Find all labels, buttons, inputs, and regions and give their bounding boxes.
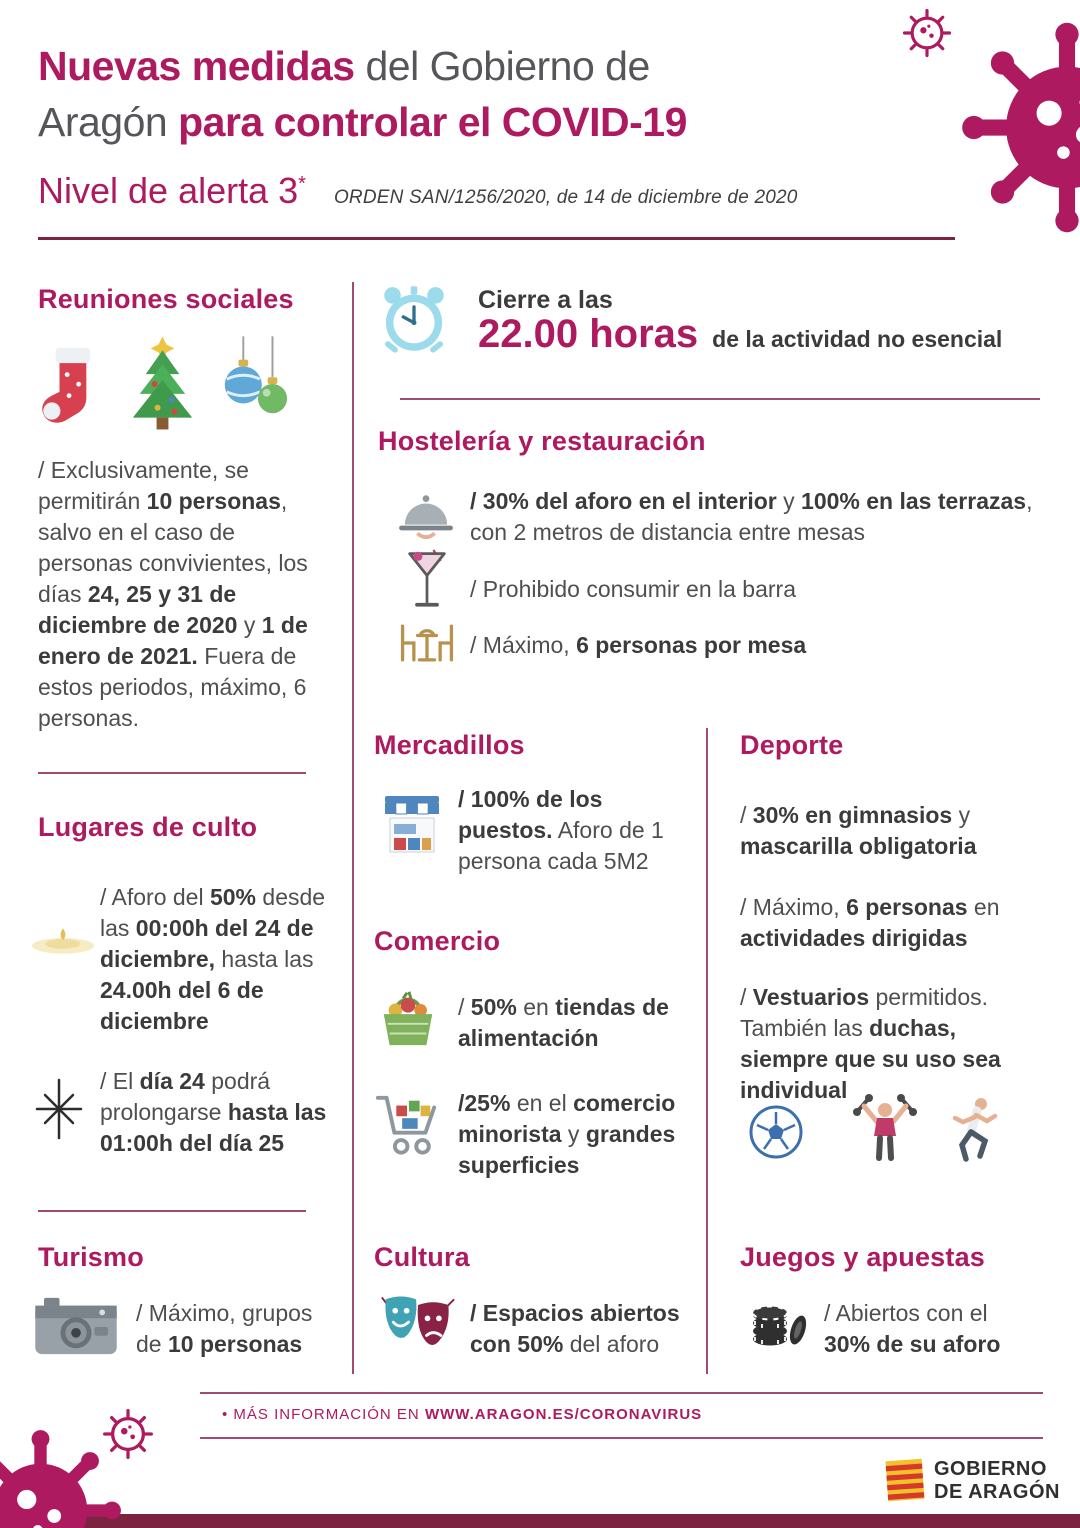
footer-info-text: • MÁS INFORMACIÓN EN WWW.ARAGON.ES/CORONAVIRUS <box>222 1406 703 1423</box>
reuniones-body-text: / Exclusivamente, se permitirán 10 personas, salvo en el caso de personas convivientes, los días 24, 25 y 31 de diciembre de 2020 y 1 de enero de 2021. Fuera de estos periodos, máximo, 6 personas. <box>38 457 308 731</box>
page-title-line1: Nuevas medidas del Gobierno de <box>38 43 650 89</box>
candle-icon <box>28 922 96 956</box>
shopping-cart-icon <box>374 1082 440 1166</box>
footer-rule-bottom <box>200 1437 1043 1439</box>
hosteleria-item-1: / 30% del aforo en el interior y 100% en las terrazas, con 2 metros de distancia entre mesas <box>470 488 1033 545</box>
section-title-mercadillos: Mercadillos <box>374 730 525 760</box>
virus-icon-large <box>952 20 1080 235</box>
section-title-juegos: Juegos y apuestas <box>740 1242 986 1272</box>
divider <box>38 772 306 774</box>
juegos-item-1: / Abiertos con el 30% de su aforo <box>824 1300 1001 1357</box>
cloche-icon <box>398 490 454 540</box>
comercio-item-1: / 50% en tiendas de alimentación <box>458 994 669 1051</box>
turismo-item-1: / Máximo, grupos de 10 personas <box>136 1300 313 1357</box>
deporte-item-1: / 30% en gimnasios y mascarilla obligatoria <box>740 802 977 859</box>
divider <box>400 398 1040 400</box>
alert-level-row <box>38 170 798 212</box>
culto-item-2: / El día 24 podrá prolongarse hasta las 01:00h del día 25 <box>100 1068 327 1156</box>
deporte-item-3: / Vestuarios permitidos. También las duchas, siempre que su uso sea individual <box>740 984 1001 1103</box>
mercadillos-item-1: / 100% de los puestos. Aforo de 1 persona cada 5M2 <box>458 786 664 874</box>
order-reference: ORDEN SAN/1256/2020, de 14 de diciembre de 2020 <box>333 187 798 208</box>
section-title-reuniones: Reuniones sociales <box>38 284 294 314</box>
closure-intro: Cierre a las <box>478 286 613 314</box>
divider-vertical <box>352 282 354 1374</box>
footer-rule-top <box>200 1392 1043 1394</box>
divider <box>38 1210 306 1212</box>
soccer-ball-icon <box>748 1104 804 1160</box>
page-title <box>38 38 888 150</box>
table-chairs-icon <box>396 622 458 664</box>
page-title-line2: Aragón para controlar el COVID-19 <box>38 99 687 145</box>
baubles-icon <box>218 336 290 432</box>
hosteleria-item-2: / Prohibido consumir en la barra <box>470 576 796 602</box>
divider-vertical <box>706 728 708 1374</box>
theater-masks-icon <box>380 1290 456 1360</box>
closure-time: 22.00 horas <box>478 312 699 356</box>
culto-item-1: / Aforo del 50% desde las 00:00h del 24 de diciembre, hasta las 24.00h del 6 de diciembre <box>100 884 326 1034</box>
cultura-item-1: / Espacios abiertos con 50% del aforo <box>470 1300 680 1357</box>
aragon-flag-icon <box>884 1458 926 1504</box>
poker-chips-icon <box>748 1292 810 1352</box>
section-title-deporte: Deporte <box>740 730 844 760</box>
christmas-stocking-icon <box>40 342 102 434</box>
bethlehem-star-icon <box>28 1078 90 1140</box>
hosteleria-item-3: / Máximo, 6 personas por mesa <box>470 632 807 658</box>
section-title-culto: Lugares de culto <box>38 812 258 842</box>
market-stall-icon <box>382 794 442 856</box>
section-title-turismo: Turismo <box>38 1242 144 1272</box>
comercio-item-2: /25% en el comercio minorista y grandes superficies <box>458 1090 676 1178</box>
closure-suffix: de la actividad no esencial <box>712 326 1003 352</box>
section-title-comercio: Comercio <box>374 926 501 956</box>
alert-level: Nivel de alerta 3* <box>38 170 306 211</box>
alert-asterisk: * <box>298 173 306 195</box>
section-title-hosteleria: Hostelería y restauración <box>378 426 706 456</box>
logo-line1: GOBIERNO <box>934 1458 1047 1480</box>
running-icon <box>946 1094 1004 1166</box>
logo-line2: DE ARAGÓN <box>934 1481 1060 1503</box>
deporte-item-2: / Máximo, 6 personas en actividades dirigidas <box>740 894 1000 951</box>
alarm-clock-icon <box>376 282 452 360</box>
virus-icon-small <box>900 6 954 60</box>
weightlifting-icon <box>852 1092 918 1164</box>
christmas-tree-icon <box>120 334 205 434</box>
government-logo-text <box>934 1458 1060 1504</box>
header-rule <box>38 237 955 240</box>
bottom-bar <box>0 1514 1080 1528</box>
camera-icon <box>34 1294 118 1358</box>
virus-icon-small <box>100 1406 156 1462</box>
food-basket-icon <box>376 986 440 1050</box>
cocktail-icon <box>406 546 448 616</box>
closure-line <box>478 312 1002 357</box>
section-title-cultura: Cultura <box>374 1242 470 1272</box>
